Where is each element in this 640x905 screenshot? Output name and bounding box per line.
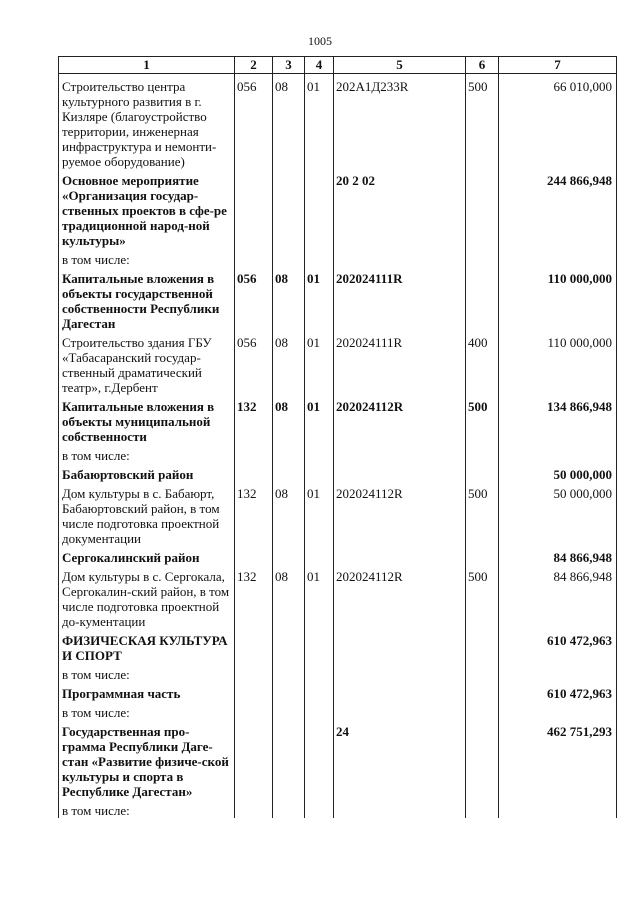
table-row xyxy=(59,467,617,482)
cell-item-name: Капитальные вложения в объекты государственной собственности Республики Дагестан xyxy=(59,271,235,331)
cell-item-name: Основное мероприятие «Организация государ-ственных проектов в сфе-ре традиционной народ-ной культуры» xyxy=(59,173,235,248)
cell-target-article: 202А1Д233R xyxy=(334,74,466,170)
cell-amount: 110 000,000 xyxy=(499,335,617,395)
table-row xyxy=(59,705,617,720)
cell-target-article xyxy=(334,803,466,818)
cell-target-article xyxy=(334,252,466,267)
cell-admin-code xyxy=(235,448,273,463)
table-row xyxy=(59,667,617,682)
table-row xyxy=(59,74,617,170)
cell-amount: 50 000,000 xyxy=(499,467,617,482)
cell-subsection-code xyxy=(305,173,334,248)
cell-item-name: в том числе: xyxy=(59,667,235,682)
table-row xyxy=(59,173,617,248)
cell-expense-type xyxy=(466,252,499,267)
cell-admin-code xyxy=(235,467,273,482)
cell-subsection-code xyxy=(305,705,334,720)
table-row xyxy=(59,271,617,331)
cell-expense-type xyxy=(466,724,499,799)
cell-admin-code xyxy=(235,705,273,720)
table-row xyxy=(59,486,617,546)
cell-amount xyxy=(499,803,617,818)
cell-expense-type: 500 xyxy=(466,399,499,444)
cell-admin-code xyxy=(235,252,273,267)
cell-section-code: 08 xyxy=(273,569,305,629)
cell-target-article xyxy=(334,550,466,565)
cell-admin-code: 056 xyxy=(235,271,273,331)
table-row xyxy=(59,724,617,799)
cell-section-code xyxy=(273,467,305,482)
cell-admin-code: 056 xyxy=(235,74,273,170)
cell-expense-type xyxy=(466,705,499,720)
cell-admin-code: 132 xyxy=(235,399,273,444)
cell-section-code xyxy=(273,705,305,720)
cell-amount: 610 472,963 xyxy=(499,633,617,663)
cell-amount: 50 000,000 xyxy=(499,486,617,546)
cell-target-article: 202024111R xyxy=(334,271,466,331)
cell-target-article xyxy=(334,686,466,701)
header-col-6: 6 xyxy=(466,57,499,74)
table-row xyxy=(59,448,617,463)
cell-subsection-code xyxy=(305,252,334,267)
cell-item-name: Программная часть xyxy=(59,686,235,701)
cell-section-code: 08 xyxy=(273,271,305,331)
table-row xyxy=(59,252,617,267)
cell-item-name: Бабаюртовский район xyxy=(59,467,235,482)
cell-admin-code: 132 xyxy=(235,486,273,546)
cell-item-name: Государственная про-грамма Республики Даге-стан «Развитие физиче-ской культуры и спорта в Республике Дагестан» xyxy=(59,724,235,799)
cell-section-code xyxy=(273,686,305,701)
cell-subsection-code xyxy=(305,448,334,463)
cell-item-name: Строительство здания ГБУ «Табасаранский государ-ственный драматический театр», г.Дербент xyxy=(59,335,235,395)
cell-item-name: Капитальные вложения в объекты муниципальной собственности xyxy=(59,399,235,444)
cell-item-name: в том числе: xyxy=(59,803,235,818)
cell-expense-type: 500 xyxy=(466,74,499,170)
table-row xyxy=(59,569,617,629)
cell-expense-type: 400 xyxy=(466,335,499,395)
cell-amount xyxy=(499,252,617,267)
cell-admin-code xyxy=(235,803,273,818)
cell-section-code xyxy=(273,448,305,463)
cell-target-article xyxy=(334,467,466,482)
cell-subsection-code xyxy=(305,686,334,701)
cell-target-article: 202024111R xyxy=(334,335,466,395)
cell-section-code: 08 xyxy=(273,335,305,395)
cell-expense-type xyxy=(466,448,499,463)
cell-section-code xyxy=(273,633,305,663)
cell-target-article xyxy=(334,448,466,463)
table-row xyxy=(59,550,617,565)
cell-item-name: Дом культуры в с. Бабаюрт, Бабаюртовский район, в том числе подготовка проектной документации xyxy=(59,486,235,546)
cell-subsection-code: 01 xyxy=(305,569,334,629)
cell-admin-code xyxy=(235,550,273,565)
cell-expense-type xyxy=(466,173,499,248)
cell-expense-type xyxy=(466,633,499,663)
cell-amount xyxy=(499,448,617,463)
cell-admin-code xyxy=(235,173,273,248)
cell-subsection-code: 01 xyxy=(305,74,334,170)
cell-subsection-code xyxy=(305,667,334,682)
cell-subsection-code xyxy=(305,467,334,482)
cell-subsection-code xyxy=(305,724,334,799)
page-number: 1005 xyxy=(308,34,332,48)
budget-table xyxy=(58,56,617,818)
cell-section-code xyxy=(273,667,305,682)
cell-target-article: 20 2 02 xyxy=(334,173,466,248)
cell-subsection-code xyxy=(305,633,334,663)
table-header-row xyxy=(59,57,617,74)
cell-section-code: 08 xyxy=(273,74,305,170)
cell-admin-code xyxy=(235,633,273,663)
cell-target-article xyxy=(334,705,466,720)
header-col-7: 7 xyxy=(499,57,617,74)
cell-expense-type xyxy=(466,467,499,482)
cell-amount xyxy=(499,667,617,682)
cell-amount: 110 000,000 xyxy=(499,271,617,331)
cell-section-code xyxy=(273,724,305,799)
header-col-5: 5 xyxy=(334,57,466,74)
cell-item-name: в том числе: xyxy=(59,705,235,720)
table-row xyxy=(59,633,617,663)
cell-section-code: 08 xyxy=(273,486,305,546)
cell-section-code xyxy=(273,252,305,267)
cell-expense-type: 500 xyxy=(466,569,499,629)
cell-item-name: Сергокалинский район xyxy=(59,550,235,565)
cell-subsection-code xyxy=(305,550,334,565)
cell-target-article: 202024112R xyxy=(334,569,466,629)
cell-item-name: в том числе: xyxy=(59,448,235,463)
cell-target-article: 202024112R xyxy=(334,399,466,444)
header-col-3: 3 xyxy=(273,57,305,74)
table-row xyxy=(59,335,617,395)
cell-target-article: 202024112R xyxy=(334,486,466,546)
cell-subsection-code: 01 xyxy=(305,486,334,546)
cell-expense-type xyxy=(466,686,499,701)
cell-amount xyxy=(499,705,617,720)
header-col-2: 2 xyxy=(235,57,273,74)
table-row xyxy=(59,399,617,444)
cell-expense-type xyxy=(466,803,499,818)
cell-expense-type xyxy=(466,550,499,565)
cell-amount: 610 472,963 xyxy=(499,686,617,701)
table-row xyxy=(59,803,617,818)
header-col-1: 1 xyxy=(59,57,235,74)
cell-subsection-code: 01 xyxy=(305,271,334,331)
cell-expense-type xyxy=(466,271,499,331)
cell-section-code xyxy=(273,550,305,565)
cell-expense-type: 500 xyxy=(466,486,499,546)
cell-amount: 244 866,948 xyxy=(499,173,617,248)
table-row xyxy=(59,686,617,701)
cell-item-name: Строительство центра культурного развития в г. Кизляре (благоустройство территории, инженерная инфраструктура и немонти-руемое оборудование) xyxy=(59,74,235,170)
cell-admin-code xyxy=(235,667,273,682)
cell-admin-code: 132 xyxy=(235,569,273,629)
cell-admin-code xyxy=(235,686,273,701)
cell-amount: 462 751,293 xyxy=(499,724,617,799)
cell-amount: 84 866,948 xyxy=(499,569,617,629)
cell-admin-code: 056 xyxy=(235,335,273,395)
table-body xyxy=(59,74,617,819)
cell-section-code xyxy=(273,173,305,248)
cell-item-name: Дом культуры в с. Сергокала, Сергокалин-ский район, в том числе подготовка проектной до-кументации xyxy=(59,569,235,629)
cell-target-article: 24 xyxy=(334,724,466,799)
cell-section-code xyxy=(273,803,305,818)
cell-amount: 84 866,948 xyxy=(499,550,617,565)
header-col-4: 4 xyxy=(305,57,334,74)
cell-subsection-code: 01 xyxy=(305,335,334,395)
cell-section-code: 08 xyxy=(273,399,305,444)
cell-expense-type xyxy=(466,667,499,682)
cell-item-name: в том числе: xyxy=(59,252,235,267)
cell-admin-code xyxy=(235,724,273,799)
cell-subsection-code: 01 xyxy=(305,399,334,444)
cell-target-article xyxy=(334,633,466,663)
cell-subsection-code xyxy=(305,803,334,818)
cell-amount: 66 010,000 xyxy=(499,74,617,170)
cell-target-article xyxy=(334,667,466,682)
cell-item-name: ФИЗИЧЕСКАЯ КУЛЬТУРА И СПОРТ xyxy=(59,633,235,663)
cell-amount: 134 866,948 xyxy=(499,399,617,444)
